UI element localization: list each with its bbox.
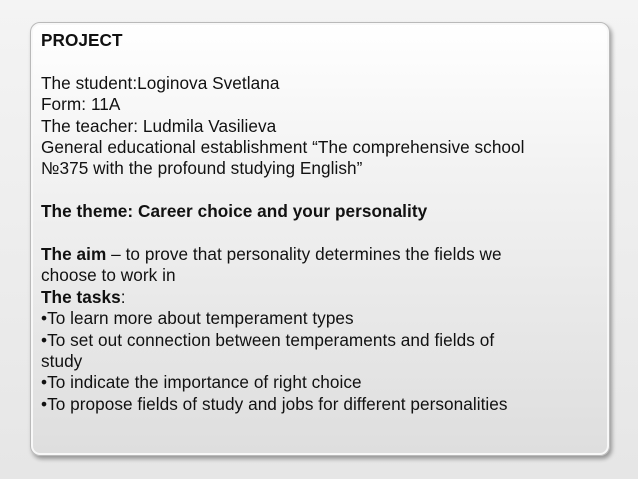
slide-text xyxy=(41,30,601,415)
establishment-line-2: №375 with the profound studying English” xyxy=(41,158,363,179)
task-item: study xyxy=(41,351,83,372)
tasks-heading xyxy=(41,287,601,308)
aim-text: – to prove that personality determines the fields we xyxy=(106,244,502,265)
aim-line-1 xyxy=(41,244,601,265)
aim-line-2: choose to work in xyxy=(41,265,176,286)
form-line: Form: 11A xyxy=(41,94,121,115)
task-item: •To indicate the importance of right choice xyxy=(41,372,362,393)
tasks-colon: : xyxy=(120,286,126,307)
establishment-line-1: General educational establishment “The comprehensive school xyxy=(41,137,525,158)
spacer xyxy=(41,51,601,72)
task-item: •To propose fields of study and jobs for different personalities xyxy=(41,393,508,414)
heading: PROJECT xyxy=(41,30,123,50)
teacher-line: The teacher: Ludmila Vasilieva xyxy=(41,115,277,136)
tasks-label: The tasks xyxy=(41,286,121,307)
student-line: The student:Loginova Svetlana xyxy=(41,72,280,93)
spacer xyxy=(41,223,601,244)
aim-label: The aim xyxy=(41,244,107,265)
task-item: •To set out connection between temperaments and fields of xyxy=(41,329,495,350)
spacer xyxy=(41,180,601,201)
task-item: •To learn more about temperament types xyxy=(41,308,354,329)
theme-line: The theme: Career choice and your personality xyxy=(41,201,428,222)
